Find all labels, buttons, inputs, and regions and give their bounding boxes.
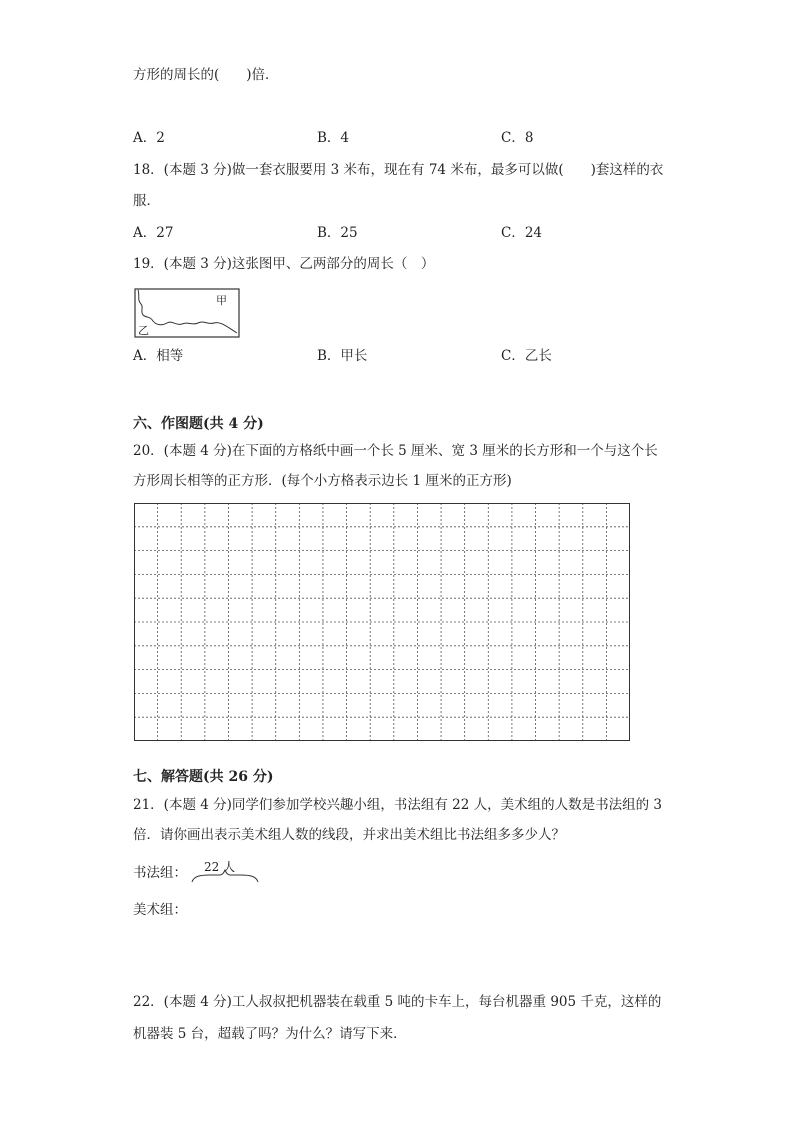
q21-text-line1: 21．(本题 4 分)同学们参加学校兴趣小组，书法组有 22 人，美术组的人数是书法组的 3 bbox=[133, 797, 663, 813]
q21-text-line2: 倍．请你画出表示美术组人数的线段，并求出美术组比书法组多多少人？ bbox=[133, 827, 565, 843]
q17-option-b: B．4 bbox=[317, 130, 350, 146]
q19-label-yi: 乙 bbox=[138, 324, 149, 337]
q19-option-a: A．相等 bbox=[133, 348, 184, 364]
grid-lines bbox=[134, 503, 630, 741]
q19-text: 19．(本题 3 分)这张图甲、乙两部分的周长（ ） bbox=[133, 256, 435, 272]
q19-option-b: B．甲长 bbox=[317, 348, 368, 364]
q20-text-line2: 方形周长相等的正方形．(每个小方格表示边长 1 厘米的正方形) bbox=[133, 473, 512, 489]
q22-text-line1: 22．(本题 4 分)工人叔叔把机器装在载重 5 吨的卡车上，每台机器重 905 千克，这样的 bbox=[133, 994, 662, 1010]
q21-label-art: 美术组： bbox=[133, 902, 187, 918]
q18-option-c: C．24 bbox=[501, 225, 543, 241]
q20-grid-paper[interactable] bbox=[134, 503, 630, 741]
q17-text: 方形的周长的( )倍． bbox=[133, 67, 279, 83]
q20-text-line1: 20．(本题 4 分)在下面的方格纸中画一个长 5 厘米、宽 3 厘米的长方形和一个与这个长 bbox=[133, 443, 658, 459]
q18-text-line1: 18．(本题 3 分)做一套衣服要用 3 米布，现在有 74 米布，最多可以做( )套这样的衣 bbox=[133, 162, 664, 178]
q21-label-calligraphy: 书法组： bbox=[133, 865, 187, 881]
q17-option-c: C．8 bbox=[501, 130, 534, 146]
q19-label-jia: 甲 bbox=[216, 294, 227, 307]
q21-brace-label: 22 人 bbox=[204, 860, 236, 874]
section-6-title: 六、作图题(共 4 分) bbox=[133, 416, 264, 432]
q18-option-a: A．27 bbox=[133, 225, 174, 241]
q19-option-c: C．乙长 bbox=[501, 348, 552, 364]
q22-text-line2: 机器装 5 台，超载了吗？为什么？请写下来． bbox=[133, 1026, 407, 1042]
q18-option-b: B．25 bbox=[317, 225, 358, 241]
q18-text-line2: 服． bbox=[133, 193, 160, 209]
section-7-title: 七、解答题(共 26 分) bbox=[133, 769, 274, 785]
q19-figure bbox=[134, 288, 240, 338]
q17-option-a: A．2 bbox=[133, 130, 165, 146]
q21-line-segment-brace bbox=[190, 858, 260, 886]
